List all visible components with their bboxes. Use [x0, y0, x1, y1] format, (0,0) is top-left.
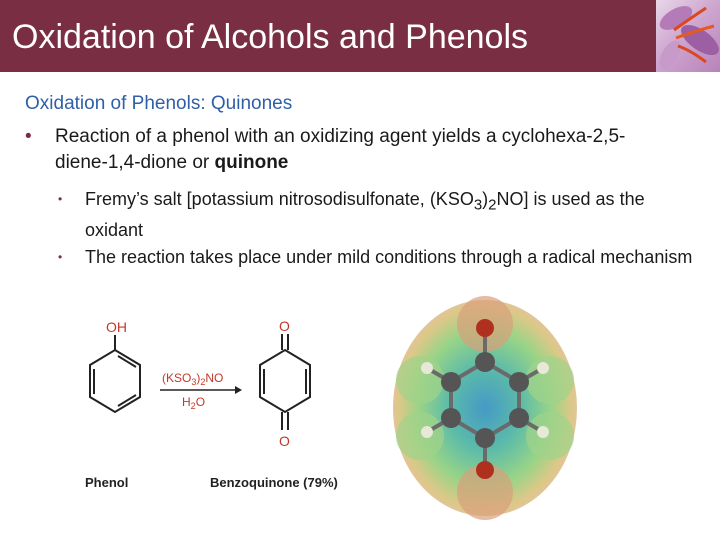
main-bullet	[25, 124, 665, 180]
fremy-subscript: 3	[473, 196, 483, 214]
hydrogen-atom	[421, 426, 433, 438]
electrostatic-potential-map	[385, 290, 585, 530]
quinone-keyword: quinone	[214, 152, 289, 173]
carbon-atom	[441, 408, 461, 428]
sub-bullet-marker: •	[58, 192, 63, 206]
flower-illustration	[656, 0, 720, 72]
oxygen-atom	[476, 319, 494, 337]
phenol-label: Phenol	[85, 475, 129, 490]
sub-bullet-fremy	[58, 187, 708, 240]
slide-title: Oxidation of Alcohols and Phenols	[12, 18, 529, 56]
fremy-text-part: Fremy’s salt [potassium nitrosodisulfonate, (KSO	[85, 189, 474, 209]
reagent-label: $(KSO_3)_2NO$	[162, 371, 224, 387]
solvent-label: $H_2O$	[182, 395, 206, 411]
subtitle: Oxidation of Phenols: Quinones	[25, 93, 293, 114]
hydrogen-atom	[537, 362, 549, 374]
quinone-bottom-oxygen: O	[279, 433, 290, 449]
sub-bullet-marker: •	[58, 250, 63, 264]
phenol-oh-label: OH	[106, 319, 127, 335]
main-bullet-text	[55, 124, 655, 176]
fremy-text-part: NO] is used as the oxidant	[85, 189, 645, 240]
main-bullet-body: Reaction of a phenol with an oxidizing agent yields a cyclohexa-2,5-diene-1,4-dione or	[55, 126, 626, 173]
reaction-arrow	[160, 386, 242, 394]
benzoquinone-structure	[260, 334, 310, 430]
fremy-text-part: )	[482, 189, 489, 209]
hydrogen-atom	[537, 426, 549, 438]
carbon-atom	[475, 352, 495, 372]
carbon-atom	[509, 408, 529, 428]
quinone-top-oxygen: O	[279, 318, 290, 334]
sub-bullet-mechanism	[58, 245, 708, 295]
fremy-text	[85, 187, 705, 242]
carbon-atom	[475, 428, 495, 448]
saffron-flower-image	[656, 0, 720, 72]
benzoquinone-label: Benzoquinone (79%)	[210, 475, 338, 490]
carbon-atom	[441, 372, 461, 392]
title-bar	[0, 0, 720, 72]
hydrogen-atom	[421, 362, 433, 374]
oxygen-atom	[476, 461, 494, 479]
bullet-marker: •	[25, 126, 32, 147]
carbon-atom	[509, 372, 529, 392]
phenol-structure	[90, 335, 140, 412]
mechanism-text: The reaction takes place under mild conditions through a radical mechanism	[85, 247, 693, 267]
fremy-subscript: 2	[488, 196, 497, 214]
